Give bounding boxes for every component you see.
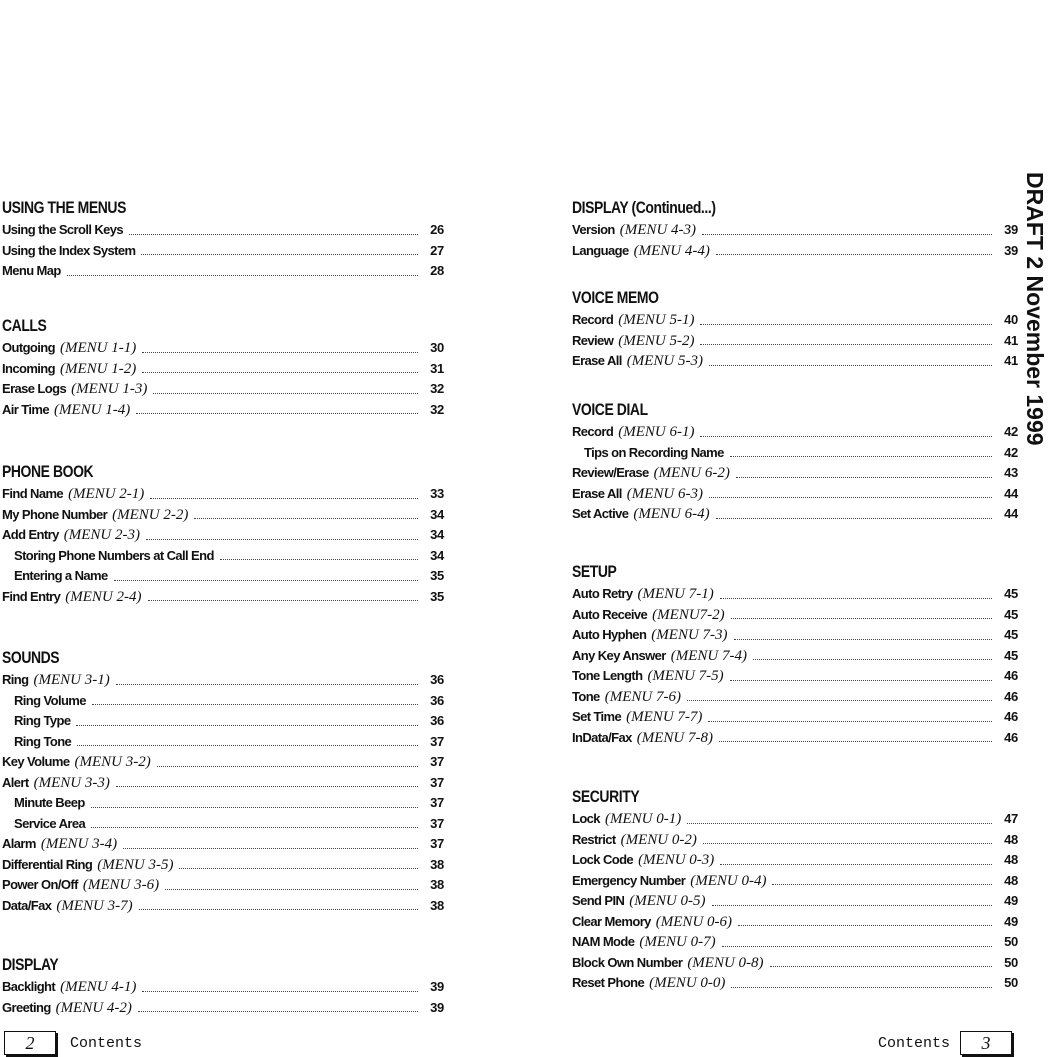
entry-menu-code: (MENU 1-2) <box>59 360 137 377</box>
dot-leader <box>153 393 418 394</box>
draft-stamp: DRAFT 2 November 1999 <box>1022 172 1048 446</box>
entry-label: Erase All <box>572 353 622 368</box>
entry-menu-code: (MENU 2-4) <box>65 588 142 605</box>
dot-leader <box>716 518 992 519</box>
toc-section-display-continued <box>572 196 1018 261</box>
entry-menu-code: (MENU 6-2) <box>653 465 730 481</box>
entry-label: Block Own Number <box>572 954 683 970</box>
toc-entry-tone-length <box>572 666 1018 687</box>
entry-page-number: 37 <box>430 754 444 769</box>
entry-label: Lock Code <box>572 852 634 867</box>
entry-page-number: 47 <box>1004 811 1018 826</box>
entry-label: Restrict <box>572 831 616 847</box>
dot-leader <box>116 684 418 685</box>
entry-label: Differential Ring <box>2 856 93 872</box>
entry-menu-code: (MENU 0-8) <box>687 954 764 971</box>
dot-leader <box>716 254 992 255</box>
dot-leader <box>139 909 418 910</box>
toc-entry-restrict <box>572 830 1018 851</box>
entry-page-number: 50 <box>1004 975 1018 990</box>
toc-entry-air-time <box>2 400 444 421</box>
dot-leader <box>753 659 992 660</box>
dot-leader <box>142 991 418 992</box>
entry-label: Ring Volume <box>14 692 86 708</box>
entry-label: InData/Fax <box>572 729 632 745</box>
entry-label: Ring Tone <box>14 733 72 749</box>
entry-label: Tone <box>572 688 600 704</box>
dot-leader <box>712 905 993 906</box>
section-heading: USING THE MENUS <box>2 198 126 217</box>
entry-menu-code: (MENU 7-7) <box>626 709 703 725</box>
toc-entry-lock-code <box>572 850 1018 871</box>
entry-label: Power On/Off <box>2 877 78 892</box>
dot-leader <box>114 580 418 581</box>
dot-leader <box>722 946 992 947</box>
entry-page-number: 37 <box>430 733 444 749</box>
toc-entry-alarm <box>2 834 444 855</box>
section-heading: CALLS <box>2 316 47 335</box>
entry-label: Air Time <box>2 401 49 417</box>
dot-leader <box>720 864 992 865</box>
entry-label: Incoming <box>2 360 55 376</box>
footer-right <box>878 1031 1012 1055</box>
entry-label: Set Time <box>572 709 622 724</box>
toc-entry-lock <box>572 809 1018 830</box>
entry-label: Clear Memory <box>572 913 651 929</box>
toc-entry-record <box>572 310 1018 331</box>
entry-menu-code: (MENU 7-1) <box>637 586 714 602</box>
entry-menu-code: (MENU 1-4) <box>53 401 131 418</box>
entry-label: Review <box>572 332 614 348</box>
section-heading: SECURITY <box>572 787 640 806</box>
entry-page-number: 46 <box>1004 729 1018 745</box>
entry-page-number: 49 <box>1004 913 1018 929</box>
footer-label: Contents <box>878 1034 951 1052</box>
dot-leader <box>148 600 418 601</box>
entry-label: Ring Type <box>14 713 71 728</box>
dot-leader <box>687 700 992 701</box>
entry-label: Minute Beep <box>14 795 85 810</box>
section-heading: DISPLAY (Continued...) <box>572 198 716 217</box>
entry-label: Tips on Recording Name <box>584 444 724 460</box>
entry-menu-code: (MENU 4-4) <box>633 242 710 259</box>
entry-page-number: 27 <box>430 242 444 258</box>
entry-page-number: 35 <box>430 568 444 583</box>
entry-menu-code: (MENU 3-4) <box>40 836 118 852</box>
entry-menu-code: (MENU 2-2) <box>112 506 189 523</box>
entry-menu-code: (MENU 4-3) <box>619 222 697 238</box>
toc-entry-review <box>572 331 1018 352</box>
entry-menu-code: (MENU 6-4) <box>633 506 710 522</box>
footer-label: Contents <box>70 1034 143 1052</box>
entry-label: Key Volume <box>2 754 70 769</box>
entry-label: Any Key Answer <box>572 647 666 663</box>
dot-leader <box>700 436 992 437</box>
entry-page-number: 40 <box>1004 312 1018 327</box>
toc-entry-ring <box>2 670 444 691</box>
entry-page-number: 45 <box>1004 606 1018 622</box>
entry-label: Send PIN <box>572 893 625 908</box>
toc-entry-entering-a-name <box>2 566 444 587</box>
dot-leader <box>76 725 418 726</box>
dot-leader <box>700 344 992 345</box>
toc-section-voice-dial <box>572 398 1018 525</box>
entry-page-number: 46 <box>1004 709 1018 724</box>
entry-page-number: 33 <box>430 486 444 501</box>
toc-section-voice-memo <box>572 286 1018 372</box>
dot-leader <box>731 618 992 619</box>
dot-leader <box>141 254 418 255</box>
entry-label: Record <box>572 424 614 439</box>
toc-entry-greeting <box>2 998 444 1019</box>
dot-leader <box>146 539 418 540</box>
entry-page-number: 38 <box>430 877 444 892</box>
entry-menu-code: (MENU 3-3) <box>33 774 110 791</box>
entry-menu-code: (MENU 5-2) <box>618 332 695 349</box>
dot-leader <box>123 848 418 849</box>
toc-entry-my-phone-number <box>2 505 444 526</box>
entry-label: Version <box>572 222 615 237</box>
entry-page-number: 42 <box>1004 424 1018 439</box>
entry-page-number: 48 <box>1004 852 1018 867</box>
entry-label: Data/Fax <box>2 897 52 913</box>
entry-page-number: 26 <box>430 222 444 237</box>
dot-leader <box>91 827 418 828</box>
dot-leader <box>157 766 418 767</box>
entry-label: Ring <box>2 672 29 687</box>
toc-section-calls <box>2 314 444 420</box>
toc-entry-emergency-number <box>572 871 1018 892</box>
entry-menu-code: (MENU 7-4) <box>670 647 747 664</box>
entry-page-number: 39 <box>430 999 444 1015</box>
dot-leader <box>67 275 418 276</box>
toc-entry-nam-mode <box>572 932 1018 953</box>
toc-entry-service-area <box>2 814 444 835</box>
toc-entry-menu-map <box>2 261 444 282</box>
entry-page-number: 37 <box>430 836 444 851</box>
entry-menu-code: (MENU 6-1) <box>618 424 695 440</box>
dot-leader <box>736 477 992 478</box>
dot-leader <box>702 234 992 235</box>
dot-leader <box>142 372 418 373</box>
toc-entry-outgoing <box>2 338 444 359</box>
entry-menu-code: (MENU 3-1) <box>33 672 110 688</box>
dot-leader <box>709 497 992 498</box>
entry-page-number: 39 <box>430 979 444 994</box>
entry-label: Service Area <box>14 815 86 831</box>
entry-menu-code: (MENU 0-7) <box>639 934 716 950</box>
entry-label: Alert <box>2 774 29 790</box>
entry-page-number: 38 <box>430 856 444 872</box>
entry-menu-code: (MENU 1-1) <box>59 340 137 356</box>
entry-page-number: 36 <box>430 692 444 708</box>
entry-page-number: 44 <box>1004 506 1018 521</box>
entry-menu-code: (MENU 7-6) <box>604 688 681 705</box>
dot-leader <box>92 704 418 705</box>
toc-entry-reset-phone <box>572 973 1018 994</box>
toc-section-using-the-menus <box>2 196 444 282</box>
toc-entry-block-own-number <box>572 953 1018 974</box>
entry-menu-code: (MENU 4-1) <box>60 979 137 995</box>
toc-entry-any-key-answer <box>572 646 1018 667</box>
entry-label: Greeting <box>2 999 51 1015</box>
entry-page-number: 35 <box>430 588 444 604</box>
toc-entry-language <box>572 241 1018 262</box>
dot-leader <box>730 456 992 457</box>
section-heading: VOICE DIAL <box>572 400 648 419</box>
entry-page-number: 44 <box>1004 485 1018 501</box>
entry-page-number: 32 <box>430 381 444 396</box>
dot-leader <box>77 745 418 746</box>
dot-leader <box>687 823 992 824</box>
entry-menu-code: (MENU 3-2) <box>74 754 151 770</box>
entry-page-number: 34 <box>430 527 444 542</box>
toc-entry-auto-receive <box>572 605 1018 626</box>
toc-entry-minute-beep <box>2 793 444 814</box>
entry-label: Auto Hyphen <box>572 627 647 642</box>
toc-entry-tips-on-recording-name <box>572 443 1018 464</box>
entry-label: My Phone Number <box>2 506 108 522</box>
dot-leader <box>720 598 992 599</box>
entry-menu-code: (MENU7-2) <box>652 606 725 623</box>
entry-label: Review/Erase <box>572 465 649 480</box>
entry-menu-code: (MENU 5-1) <box>618 312 695 328</box>
entry-page-number: 48 <box>1004 872 1018 888</box>
toc-entry-power-on-off <box>2 875 444 896</box>
toc-entry-send-pin <box>572 891 1018 912</box>
entry-menu-code: (MENU 3-5) <box>97 856 174 873</box>
dot-leader <box>142 352 418 353</box>
entry-menu-code: (MENU 5-3) <box>626 353 703 369</box>
entry-label: Lock <box>572 811 600 826</box>
entry-page-number: 41 <box>1004 332 1018 348</box>
entry-label: Reset Phone <box>572 975 645 990</box>
section-heading: SETUP <box>572 562 617 581</box>
toc-entry-review-erase <box>572 463 1018 484</box>
toc-section-setup <box>572 560 1018 748</box>
entry-label: Using the Scroll Keys <box>2 222 124 237</box>
entry-menu-code: (MENU 2-3) <box>63 527 140 543</box>
entry-menu-code: (MENU 2-1) <box>68 486 145 502</box>
entry-page-number: 34 <box>430 547 444 563</box>
dot-leader <box>738 925 992 926</box>
footer-left <box>4 1031 142 1055</box>
toc-entry-find-entry <box>2 587 444 608</box>
entry-page-number: 39 <box>1004 222 1018 237</box>
toc-section-sounds <box>2 646 444 916</box>
entry-menu-code: (MENU 6-3) <box>626 485 703 502</box>
dot-leader <box>734 639 992 640</box>
entry-page-number: 36 <box>430 672 444 687</box>
entry-page-number: 28 <box>430 263 444 278</box>
dot-leader <box>772 884 992 885</box>
entry-label: Erase Logs <box>2 381 67 396</box>
entry-page-number: 42 <box>1004 444 1018 460</box>
dot-leader <box>703 843 992 844</box>
entry-menu-code: (MENU 7-8) <box>636 729 713 746</box>
toc-entry-ring-tone <box>2 732 444 753</box>
entry-page-number: 34 <box>430 506 444 522</box>
toc-entry-clear-memory <box>572 912 1018 933</box>
entry-page-number: 38 <box>430 897 444 913</box>
entry-menu-code: (MENU 0-1) <box>604 811 682 827</box>
section-heading: DISPLAY <box>2 955 59 974</box>
toc-entry-erase-all <box>572 351 1018 372</box>
entry-page-number: 37 <box>430 774 444 790</box>
section-heading: PHONE BOOK <box>2 462 94 481</box>
toc-entry-tone <box>572 687 1018 708</box>
entry-label: Outgoing <box>2 340 55 355</box>
entry-page-number: 30 <box>430 340 444 355</box>
dot-leader <box>136 413 418 414</box>
entry-menu-code: (MENU 0-0) <box>649 975 726 991</box>
toc-entry-ring-type <box>2 711 444 732</box>
entry-menu-code: (MENU 0-5) <box>629 893 706 909</box>
entry-page-number: 36 <box>430 713 444 728</box>
entry-page-number: 32 <box>430 401 444 417</box>
entry-page-number: 37 <box>430 815 444 831</box>
toc-entry-using-the-index-system <box>2 241 444 262</box>
entry-menu-code: (MENU 3-7) <box>56 897 133 914</box>
toc-entry-add-entry <box>2 525 444 546</box>
entry-label: Emergency Number <box>572 872 686 888</box>
toc-entry-storing-phone-numbers-at-call-end <box>2 546 444 567</box>
entry-label: Auto Receive <box>572 606 648 622</box>
toc-entry-find-name <box>2 484 444 505</box>
entry-label: Add Entry <box>2 527 59 542</box>
entry-label: Language <box>572 242 629 258</box>
entry-page-number: 45 <box>1004 586 1018 601</box>
toc-entry-alert <box>2 773 444 794</box>
entry-label: Find Entry <box>2 588 61 604</box>
dot-leader <box>709 365 992 366</box>
toc-entry-incoming <box>2 359 444 380</box>
entry-label: NAM Mode <box>572 934 635 949</box>
entry-page-number: 50 <box>1004 954 1018 970</box>
dot-leader <box>770 966 992 967</box>
entry-page-number: 45 <box>1004 647 1018 663</box>
toc-entry-ring-volume <box>2 691 444 712</box>
toc-entry-indata-fax <box>572 728 1018 749</box>
toc-entry-erase-all <box>572 484 1018 505</box>
entry-label: Auto Retry <box>572 586 633 601</box>
toc-section-display <box>2 953 444 1018</box>
toc-entry-record <box>572 422 1018 443</box>
toc-entry-erase-logs <box>2 379 444 400</box>
entry-label: Alarm <box>2 836 36 851</box>
entry-page-number: 39 <box>1004 242 1018 258</box>
page-number-box: 3 <box>960 1031 1012 1055</box>
entry-label: Menu Map <box>2 263 61 278</box>
entry-menu-code: (MENU 7-3) <box>651 627 728 643</box>
toc-entry-backlight <box>2 977 444 998</box>
section-heading: VOICE MEMO <box>572 288 659 307</box>
entry-page-number: 45 <box>1004 627 1018 642</box>
entry-label: Record <box>572 312 614 327</box>
toc-entry-using-the-scroll-keys <box>2 220 444 241</box>
dot-leader <box>719 741 992 742</box>
entry-label: Find Name <box>2 486 64 501</box>
entry-menu-code: (MENU 7-5) <box>647 668 724 684</box>
dot-leader <box>731 987 992 988</box>
dot-leader <box>165 889 418 890</box>
page-number-box: 2 <box>4 1031 56 1055</box>
entry-menu-code: (MENU 0-2) <box>620 831 697 848</box>
dot-leader <box>129 234 418 235</box>
entry-page-number: 41 <box>1004 353 1018 368</box>
dot-leader <box>138 1011 418 1012</box>
toc-entry-auto-retry <box>572 584 1018 605</box>
entry-page-number: 37 <box>430 795 444 810</box>
toc-entry-differential-ring <box>2 855 444 876</box>
toc-entry-set-active <box>572 504 1018 525</box>
entry-menu-code: (MENU 3-6) <box>82 877 160 893</box>
toc-entry-version <box>572 220 1018 241</box>
entry-menu-code: (MENU 0-6) <box>655 913 733 930</box>
toc-entry-data-fax <box>2 896 444 917</box>
entry-label: Tone Length <box>572 668 643 683</box>
dot-leader <box>194 518 418 519</box>
dot-leader <box>179 868 418 869</box>
entry-page-number: 50 <box>1004 934 1018 949</box>
entry-label: Storing Phone Numbers at Call End <box>14 547 214 563</box>
entry-label: Entering a Name <box>14 568 108 583</box>
entry-page-number: 49 <box>1004 893 1018 908</box>
entry-page-number: 46 <box>1004 688 1018 704</box>
entry-page-number: 48 <box>1004 831 1018 847</box>
dot-leader <box>220 559 418 560</box>
toc-section-phone-book <box>2 460 444 607</box>
dot-leader <box>116 786 418 787</box>
entry-label: Using the Index System <box>2 242 136 258</box>
toc-entry-auto-hyphen <box>572 625 1018 646</box>
entry-menu-code: (MENU 0-4) <box>690 872 767 889</box>
entry-menu-code: (MENU 4-2) <box>55 999 132 1016</box>
dot-leader <box>91 807 418 808</box>
toc-section-security <box>572 785 1018 994</box>
entry-menu-code: (MENU 0-3) <box>638 852 715 868</box>
dot-leader <box>700 324 992 325</box>
section-heading: SOUNDS <box>2 648 60 667</box>
toc-entry-key-volume <box>2 752 444 773</box>
entry-page-number: 31 <box>430 360 444 376</box>
dot-leader <box>150 498 418 499</box>
entry-menu-code: (MENU 1-3) <box>71 381 148 397</box>
entry-page-number: 46 <box>1004 668 1018 683</box>
entry-page-number: 43 <box>1004 465 1018 480</box>
dot-leader <box>708 721 992 722</box>
entry-label: Backlight <box>2 979 56 994</box>
dot-leader <box>730 680 992 681</box>
entry-label: Erase All <box>572 485 622 501</box>
toc-entry-set-time <box>572 707 1018 728</box>
entry-label: Set Active <box>572 506 629 521</box>
